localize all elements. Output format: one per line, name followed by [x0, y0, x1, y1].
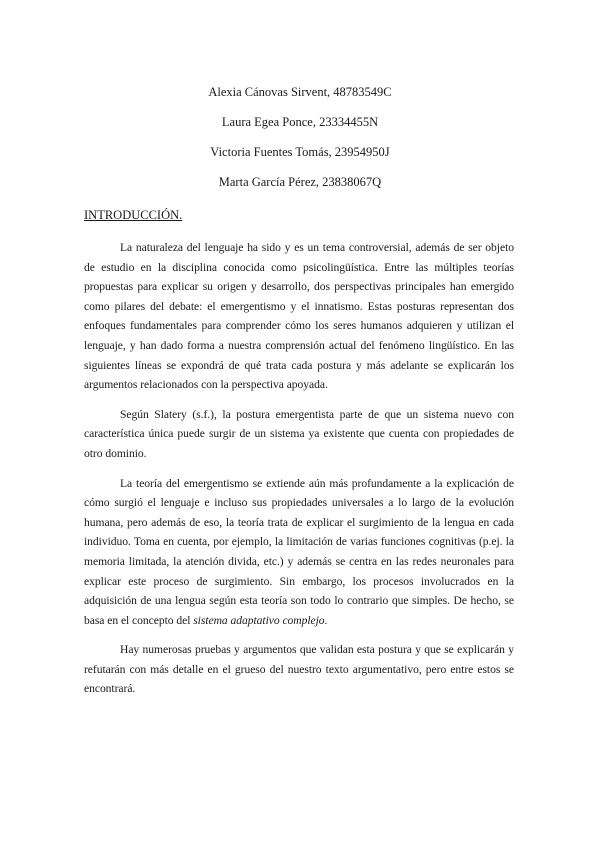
paragraph-3-italic-term: sistema adaptativo complejo: [193, 613, 325, 627]
author-line: Victoria Fuentes Tomás, 23954950J: [210, 145, 390, 159]
paragraph-2: Según Slatery (s.f.), la postura emergentista parte de que un sistema nuevo con característica única puede surgir de un sistema ya existente que cuenta con propiedades de otro dominio.: [84, 407, 514, 460]
paragraph-1: La naturaleza del lenguaje ha sido y es un tema controversial, además de ser objeto de estudio en la disciplina conocida como psicolingüística. Entre las múltiples teorías propuestas para explicar su origen y desarrollo, dos perspectivas principales han emergido como pilares del debate: el emergentismo y el innatismo. Estas posturas representan dos enfoques fundamentales para comprender cómo los seres humanos adquieren y utilizan el lenguaje, y han dado forma a nuestra comprensión actual del fenómeno lingüístico. En las siguientes líneas se expondrá de qué trata cada postura y más adelante se explicarán los argumentos relacionados con la perspectiva apoyada.: [84, 241, 514, 392]
author-line: Marta García Pérez, 23838067Q: [218, 175, 382, 189]
section-heading: INTRODUCCIÓN.: [84, 208, 183, 222]
paragraph-4: Hay numerosas pruebas y argumentos que validan esta postura y que se explicarán y refutarán con más detalle en el grueso del nuestro texto argumentativo, pero entre estos se encontrará.: [84, 643, 514, 696]
author-line: Laura Egea Ponce, 23334455N: [221, 115, 379, 129]
author-line: Alexia Cánovas Sirvent, 48783549C: [208, 85, 392, 99]
paragraph-3: [84, 474, 514, 631]
author-list: [0, 84, 600, 204]
paragraph-3-text: La teoría del emergentismo se extiende aún más profundamente a la explicación de cómo surgió el lenguaje e incluso sus propiedades universales a lo largo de la evolución humana, pero además de eso, la teoría trata de explicar el surgimiento de la lengua en cada individuo. Toma en cuenta, por ejemplo, la limitación de varias funciones cognitivas (p.ej. la memoria limitada, la atención divida, etc.) y además se centra en las redes neuronales para explicar este proceso de surgimiento. Sin embargo, los procesos involucrados en la adquisición de una lengua según esta teoría son todo lo contrario que simples. De hecho, se basa en el concepto del: [84, 476, 514, 627]
body-text: [84, 238, 514, 709]
paragraph-3-end: .: [324, 613, 328, 627]
